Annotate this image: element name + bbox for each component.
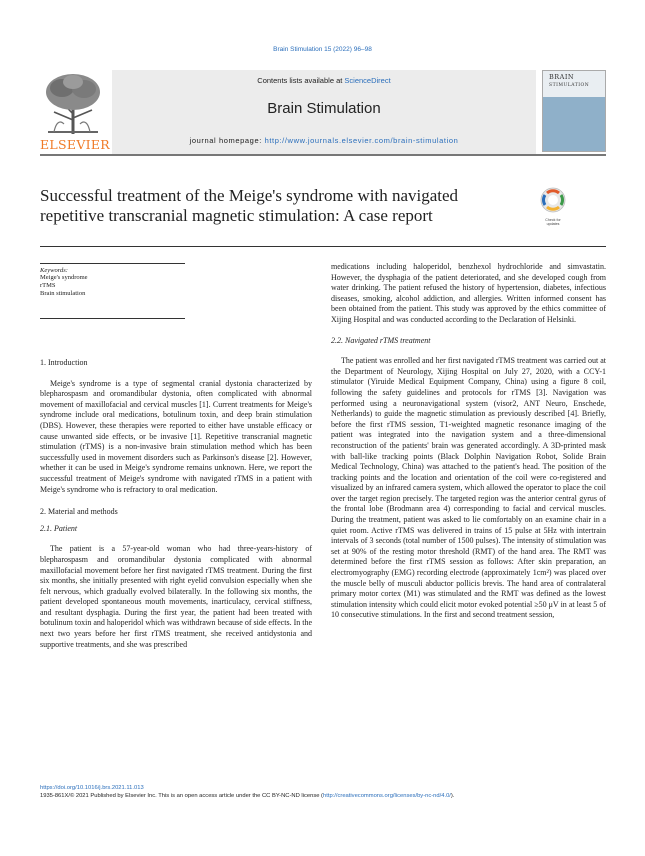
keyword-item: Meige's syndrome (40, 274, 88, 281)
right-column (331, 262, 606, 621)
article-footer (40, 784, 606, 800)
cover-title (549, 74, 589, 89)
left-column (40, 358, 312, 650)
journal-banner (112, 70, 536, 154)
article-title-line1: Successful treatment of the Meige's syndrome with navigated (40, 186, 459, 205)
subsection-heading-patient: 2.1. Patient (40, 523, 78, 533)
homepage-link[interactable]: http://www.journals.elsevier.com/brain-stimulation (264, 136, 459, 145)
subsection-heading-rtms: 2.2. Navigated rTMS treatment (331, 335, 431, 345)
section-heading-introduction: 1. Introduction (40, 358, 88, 367)
contents-line (112, 76, 536, 85)
license-prefix: 1935-861X/© 2021 Published by Elsevier Inc. This is an open access article under the CC BY-NC-ND license ( (40, 793, 323, 799)
journal-homepage-line (112, 136, 536, 145)
homepage-prefix: journal homepage: (189, 136, 265, 145)
article-title-line2: repetitive transcranial magnetic stimulation: A case report (40, 206, 433, 225)
keyword-item: rTMS (40, 282, 56, 289)
journal-title: Brain Stimulation (267, 100, 381, 117)
rtms-paragraph: The patient was enrolled and her first navigated rTMS treatment was carried out at the Department of Neurology, Xijing Hospital on July 27, 2020, with a CCY-1 stimulator (Yiruide Medical Equipment Company, China) using a figure 8 coil, following the safety guidelines and protocols for rTMS [3]. Navigation was performed using a neuronavigational system (visor2, ANT Neuro, Enschede, Netherlands) to guide the magnetic stimulation as previously described [4]. Briefly, before the first rTMS session, T1-weighted magnetic resonance imaging of the patient was integrated into the navigation system and a three-dimensional reconstruction of the patients' brain was generated accordingly. A 3D-printed mask with ball-like tracking points (Black Dolphin Navigation Robot, Solide Brain Medical Technology, China) was attached to the patient's head. The position of the tracking points and the location and orientation of the coil were co-registered and visualized by an infrared camera system, which allowed the operator to place the coil over the target region precisely. The targeted region was the anterior central gyrus of the frontal lobe (Brodmann area 4) corresponding to facial and cervical muscles. During the treatment, patient was asked to lie comfortably on an examine chair in a quiet room. Active rTMS was delivered in trains of 15 pulse at 5Hz with intertrain intervals of 3 seconds (total number of 1500 pulses). The intensity of stimulation was set at 90% of the resting motor threshold (RMT) of the hand area. The RMT was determined before the first rTMS session as follows: After skin preparation, an electromyography (EMG) recording electrode (approximately 1cm²) was placed over the muscle belly of musculi abductor pollicis brevis. The hand area of contralateral primary motor cortex (M1) was stimulated and the RMT was defined as the lowest stimulation intensity which could elicit motor evoked potential ≥50 μV in at least 5 of 10 consecutive stimulations. In the first and second treatment session, (331, 356, 606, 620)
cover-title-line2: STIMULATION (549, 82, 590, 88)
keywords-rule-top (40, 263, 185, 264)
cover-title-line1: BRAIN (549, 73, 575, 81)
sciencedirect-link[interactable]: ScienceDirect (344, 76, 391, 85)
article-title (40, 186, 520, 226)
journal-masthead (40, 70, 606, 156)
elsevier-logo[interactable] (40, 70, 111, 152)
introduction-paragraph: Meige's syndrome is a type of segmental cranial dystonia characterized by blepharospasm and oromandibular dystonia, often complicated with abnormal movement of maxillofacial and cervical muscles [1]. Current treatments for Meige's syndrome include oral medications, botulinum toxin, and deep brain stimulation (DBS). However, these therapies were reported to either have unstable efficacy or cause unwanted side effects, or be invasive [1]. Repetitive transcranial magnetic stimulation (rTMS) is a non-invasive brain stimulation method which has been successfully used in movement disorders such as Parkinson's disease [2]. However, whether it can be used in Meige's syndrome remains unknown. Here, we report the successful treatment of Meige's syndrome with navigated rTMS in a patient with Meige's syndrome who is refractory to oral medication. (40, 378, 312, 494)
check-for-updates-icon (539, 187, 567, 213)
license-suffix: ). (450, 793, 455, 799)
keywords-label: Keywords: (40, 267, 68, 274)
contents-prefix: Contents lists available at (257, 76, 345, 85)
check-for-updates-label: Check for updates (545, 218, 561, 226)
elsevier-tree-icon (40, 70, 106, 136)
patient-paragraph-continued: medications including haloperidol, benzhexol hydrochloride and simvastatin. However, the dysphagia of the patient deteriorated, and she developed cough from water drinking. The patient refused the history of hypertension, diabetes, infectious diseases, smoking, alcohol addiction, and allergies. Written informed consent has been obtained from the patient. This study was approved by the ethics committee of Xijing Hospital and was conducted according to the Declaration of Helsinki. (331, 262, 606, 324)
patient-paragraph: The patient is a 57-year-old woman who had three-years-history of blepharospasm and oromandibular dystonia complicated with abnormal maxillofacial movement before her first navigated rTMS treatment. During the first six months, she initially presented with right eyelid convulsion especially when she felt nervous, which gradually evolved bilaterally. In the following six months, the patient developed spontaneous mouth movements, inarticulacy, cervical stiffness, and resultant dysphagia. During the first year, the patient had been treated with botulinum toxin and haloperidol which was withdrawn because of side effects. In the next two years before her first rTMS treatment, she received antidystonia and supportive treatments, and she was prescribed (40, 544, 313, 649)
doi-link[interactable]: https://doi.org/10.1016/j.brs.2021.11.013 (40, 785, 144, 791)
journal-cover-thumbnail[interactable] (542, 70, 606, 152)
elsevier-wordmark: ELSEVIER (40, 137, 111, 152)
journal-citation[interactable]: Brain Stimulation 15 (2022) 96–98 (273, 46, 372, 53)
keywords-rule-bottom (40, 318, 185, 319)
keywords-block (40, 263, 185, 298)
title-rule (40, 246, 606, 247)
section-heading-methods: 2. Material and methods (40, 507, 118, 517)
cover-header (543, 71, 605, 97)
check-for-updates-badge[interactable] (539, 187, 567, 226)
keyword-item: Brain stimulation (40, 290, 86, 297)
license-link[interactable]: http://creativecommons.org/licenses/by-nc-nd/4.0/ (323, 793, 451, 799)
license-line (40, 792, 606, 800)
